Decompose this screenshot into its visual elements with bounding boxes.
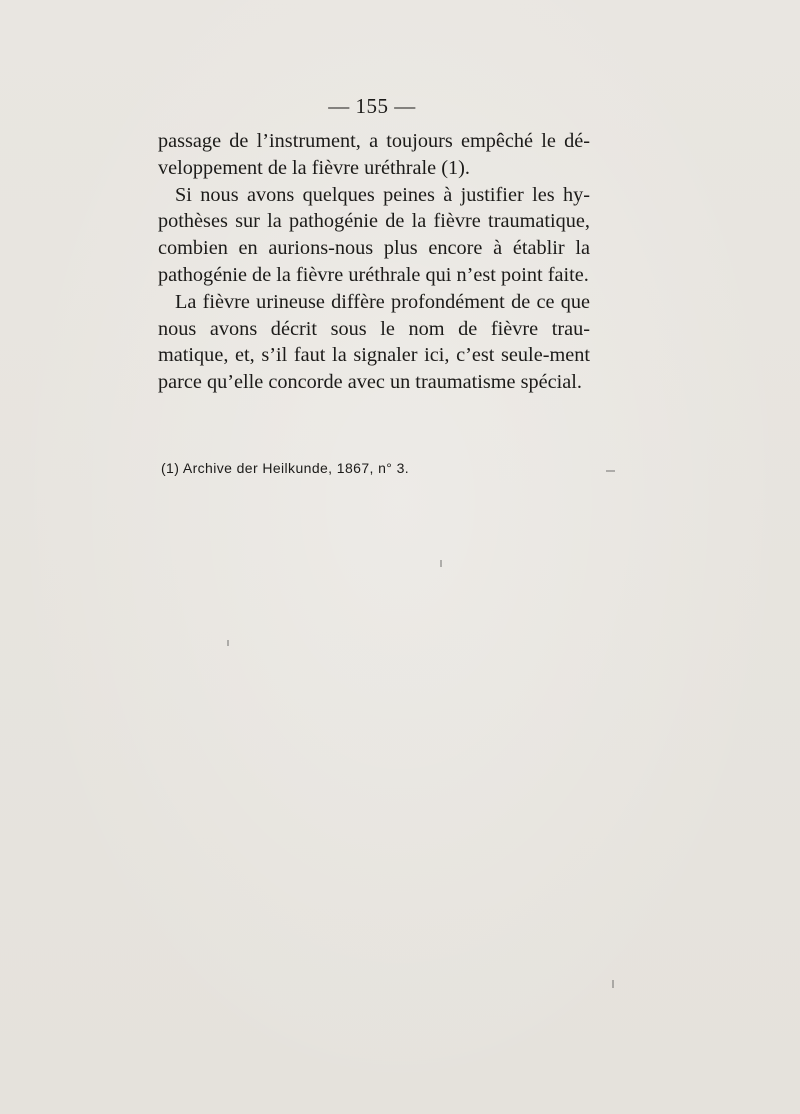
footnote: (1) Archive der Heilkunde, 1867, n° 3.: [161, 460, 410, 476]
paper-speck: [440, 560, 442, 567]
page-number-header: — 155 —: [328, 94, 416, 118]
body-text: [158, 128, 590, 396]
paper-speck: [606, 470, 615, 472]
paragraph-2: Si nous avons quelques peines à justifier les hy-pothèses sur la pathogénie de la fièvre traumatique, combien en aurions-nous plus encore à établir la pathogénie de la fièvre uréthrale qui n’est point faite.: [158, 183, 590, 286]
paragraph-1: passage de l’instrument, a toujours empêché le dé-veloppement de la fièvre uréthrale (1).: [158, 130, 590, 179]
paper-speck: [612, 980, 614, 988]
paper-speck: [227, 640, 229, 646]
paragraph-3: La fièvre urineuse diffère profondément de ce que nous avons décrit sous le nom de fièvre trau-matique, et, s’il faut la signaler ici, c’est seule-ment parce qu’elle concorde avec un traumatisme spécial.: [158, 290, 590, 394]
